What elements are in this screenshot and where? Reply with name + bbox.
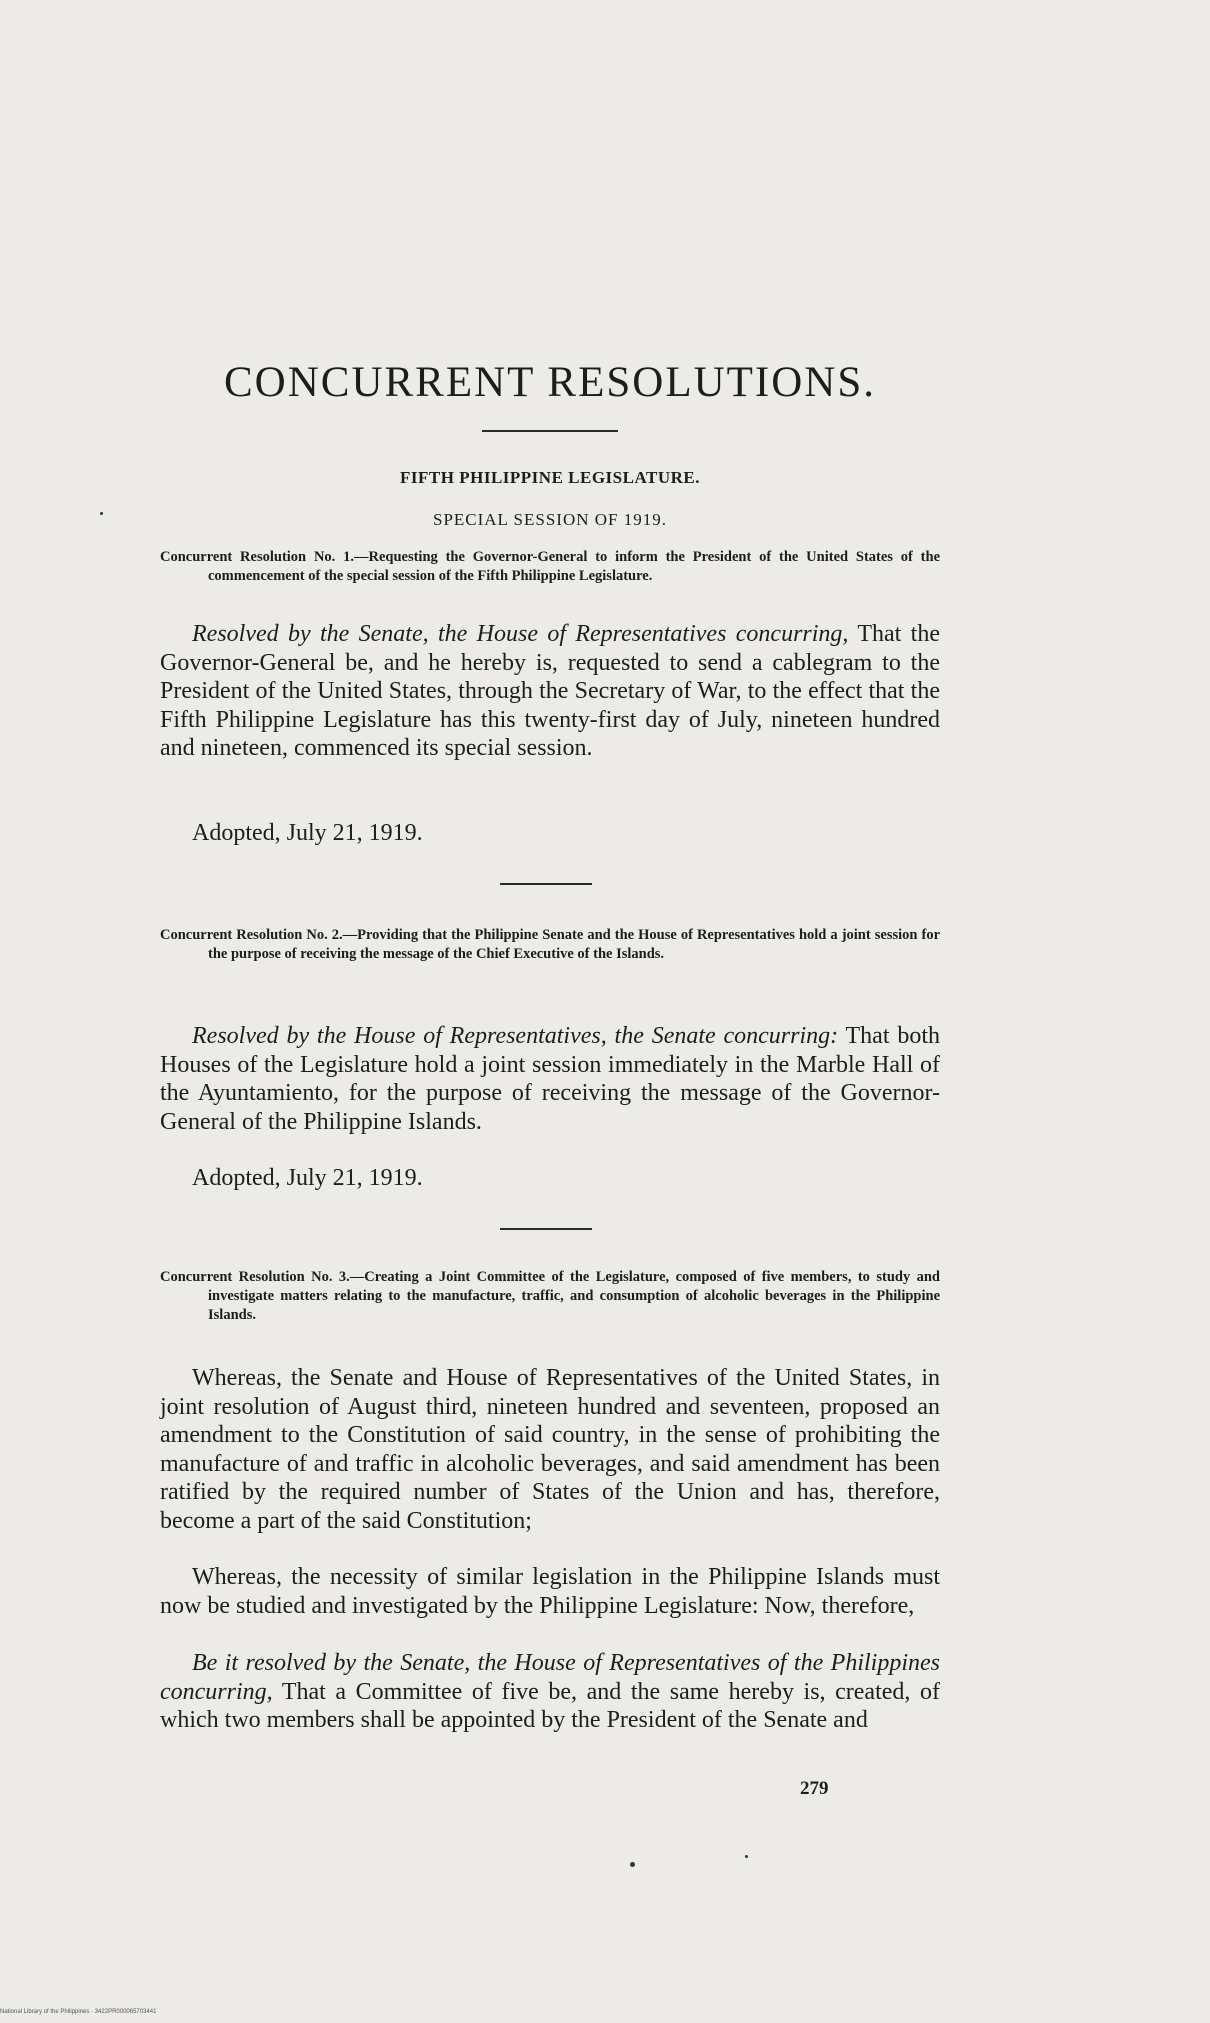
resolution-1-text: That the Governor-General be, and he hereby is, requested to send a cablegram to the President of the United States, through the Secretary of War, to the effect that the Fifth Philippine Legislature has this twenty-first day of July, nineteen hundred and nineteen, commenced its special session. bbox=[160, 621, 940, 761]
resolution-1-adopted: Adopted, July 21, 1919. bbox=[192, 820, 423, 846]
resolution-2-body bbox=[160, 1022, 940, 1136]
resolution-2-adopted: Adopted, July 21, 1919. bbox=[192, 1165, 423, 1191]
scan-speck bbox=[630, 1862, 635, 1867]
document-page bbox=[160, 0, 940, 2023]
scan-footer: National Library of the Philippines · 3422PR000065703441 bbox=[0, 2009, 157, 2015]
scan-speck bbox=[745, 1855, 748, 1858]
resolution-3-caption: Concurrent Resolution No. 3.—Creating a Joint Committee of the Legislature, composed of five members, to study and investigate matters relating to the manufacture, traffic, and consumption of alcoholic beverages in the Philippine Islands. bbox=[160, 1269, 940, 1323]
resolution-2-intro: Resolved by the House of Representatives, the Senate concurring: bbox=[192, 1023, 839, 1049]
resolution-1-caption: Concurrent Resolution No. 1.—Requesting the Governor-General to inform the President of the United States of the commencement of the special session of the Fifth Philippine Legislature. bbox=[160, 549, 940, 584]
divider-1 bbox=[500, 883, 592, 885]
resolution-2-text: That both Houses of the Legislature hold a joint session immediately in the Marble Hall of the Ayuntamiento, for the purpose of receiving the message of the Governor-General of the Philippine Islands. bbox=[160, 1023, 940, 1135]
scan-speck bbox=[100, 512, 103, 515]
page-title: CONCURRENT RESOLUTIONS. bbox=[223, 359, 877, 406]
session-heading: SPECIAL SESSION OF 1919. bbox=[432, 510, 668, 529]
resolution-3-text: That a Committee of five be, and the same hereby is, created, of which two members shall be appointed by the President of the Senate and bbox=[160, 1678, 940, 1733]
resolution-3-whereas-1: Whereas, the Senate and House of Representatives of the United States, in joint resolution of August third, nineteen hundred and seventeen, proposed an amendment to the Constitution of said country, in the sense of prohibiting the manufacture of and traffic in alcoholic beverages, and said amendment has been ratified by the required number of States of the Union and has, therefore, become a part of the said Constitution; bbox=[160, 1365, 940, 1534]
title-divider bbox=[482, 430, 618, 432]
divider-2 bbox=[500, 1228, 592, 1230]
resolution-3-intro: Be it resolved by the Senate, the House of Representatives of the Philippines concurring, bbox=[160, 1650, 940, 1705]
resolution-1-intro: Resolved by the Senate, the House of Representatives concurring, bbox=[192, 621, 849, 647]
resolution-3-body bbox=[160, 1649, 940, 1735]
legislature-heading: FIFTH PHILIPPINE LEGISLATURE. bbox=[400, 468, 700, 487]
resolution-1-body bbox=[160, 620, 940, 763]
resolution-3-whereas-2: Whereas, the necessity of similar legislation in the Philippine Islands must now be studied and investigated by the Philippine Legislature: Now, therefore, bbox=[160, 1564, 940, 1619]
resolution-2-caption: Concurrent Resolution No. 2.—Providing that the Philippine Senate and the House of Representatives hold a joint session for the purpose of receiving the message of the Chief Executive of the Islands. bbox=[160, 927, 940, 962]
page-number: 279 bbox=[800, 1778, 829, 1799]
